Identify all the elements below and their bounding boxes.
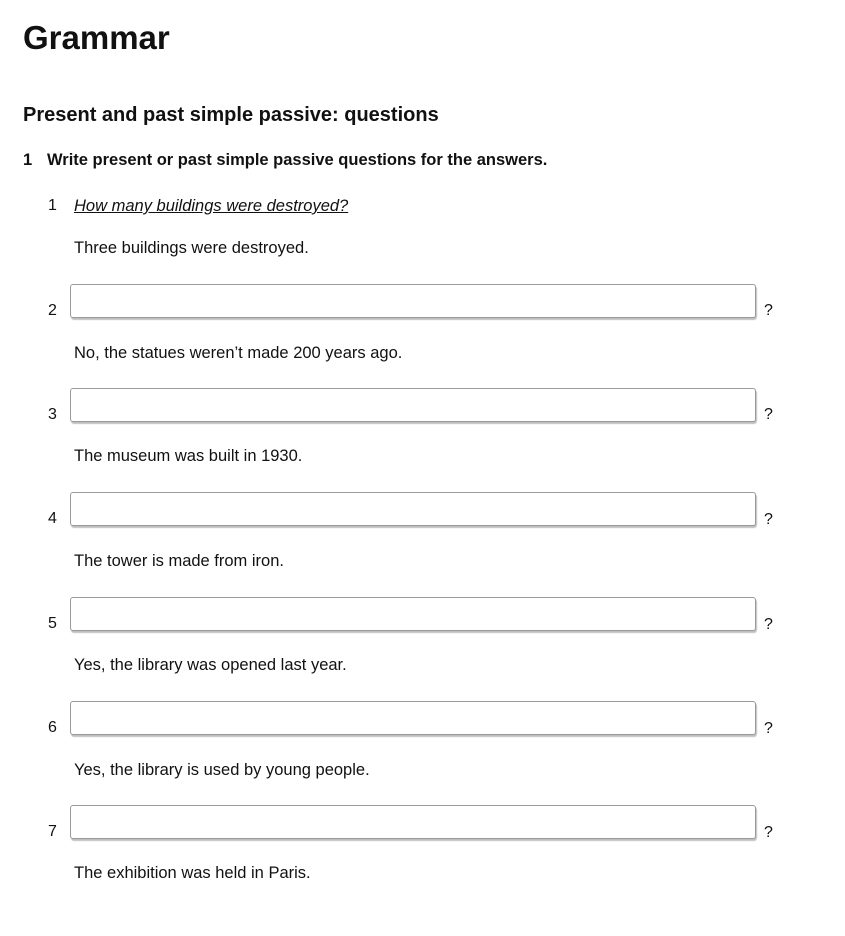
item-number: 4	[48, 510, 57, 527]
exercise-instruction-text: Write present or past simple passive questions for the answers.	[47, 151, 548, 169]
question-mark: ?	[764, 406, 773, 423]
question-input[interactable]	[70, 597, 756, 631]
question-input[interactable]	[70, 805, 756, 839]
question-input[interactable]	[70, 388, 756, 422]
item-number: 3	[48, 406, 57, 423]
given-answer: Yes, the library is used by young people.	[74, 761, 370, 779]
section-subtitle: Present and past simple passive: questions	[23, 104, 439, 126]
exercise-instruction	[23, 149, 547, 171]
item-number: 1	[48, 197, 57, 214]
item-number: 5	[48, 615, 57, 632]
question-mark: ?	[764, 720, 773, 737]
question-mark: ?	[764, 511, 773, 528]
given-answer: The exhibition was held in Paris.	[74, 864, 311, 882]
question-input[interactable]	[70, 284, 756, 318]
item-number: 7	[48, 823, 57, 840]
example-question: How many buildings were destroyed?	[74, 197, 349, 215]
question-mark: ?	[764, 302, 773, 319]
question-input[interactable]	[70, 492, 756, 526]
given-answer: The museum was built in 1930.	[74, 447, 303, 465]
question-mark: ?	[764, 824, 773, 841]
exercise-number: 1	[23, 151, 33, 169]
item-number: 6	[48, 719, 57, 736]
question-input[interactable]	[70, 701, 756, 735]
given-answer: No, the statues weren’t made 200 years ago.	[74, 344, 403, 362]
item-number: 2	[48, 302, 57, 319]
example-answer: Three buildings were destroyed.	[74, 239, 309, 257]
given-answer: The tower is made from iron.	[74, 552, 284, 570]
given-answer: Yes, the library was opened last year.	[74, 656, 347, 674]
page-title: Grammar	[23, 19, 170, 56]
question-mark: ?	[764, 616, 773, 633]
